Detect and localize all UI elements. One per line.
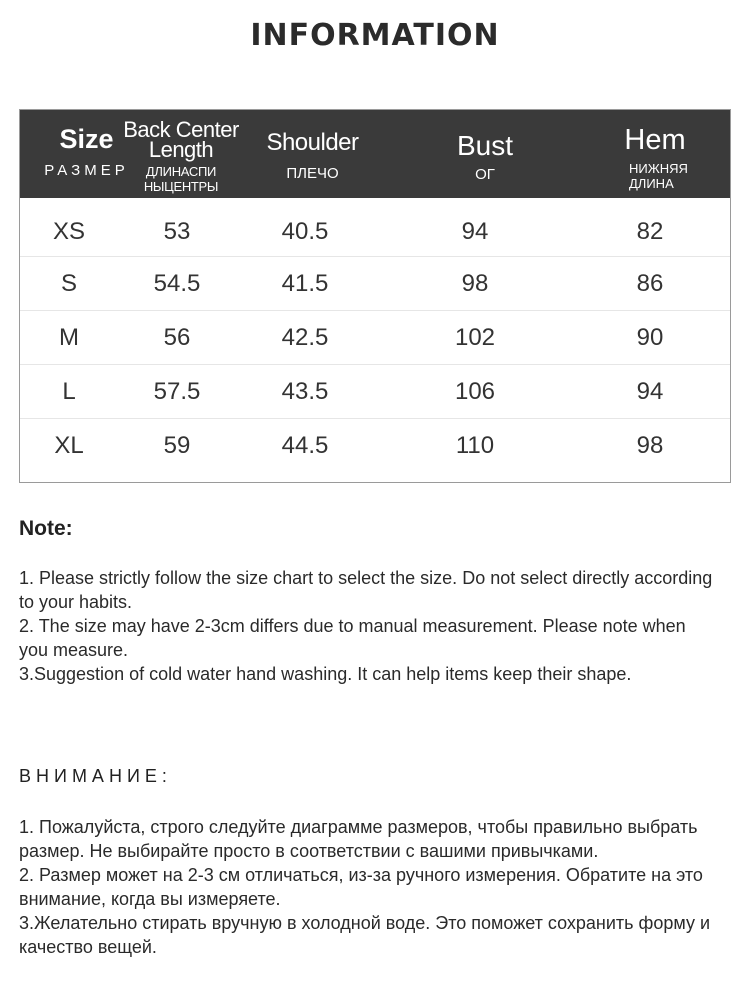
cell-back-center-length: 57.5 [153,378,201,405]
note-item: 1. Please strictly follow the size chart to select the size. Do not select directly according to your habits. [19,568,713,612]
header-back-center-length-label: Back Center Length [123,117,239,162]
header-hem [595,110,715,198]
table-header [20,110,730,198]
header-shoulder-label-ru: ПЛЕЧО [286,165,339,182]
page-title: INFORMATION [250,18,500,53]
attention-body [19,815,719,959]
cell-size: L [62,378,76,405]
cell-back-center-length: 56 [163,324,191,351]
cell-bust: 94 [461,218,489,245]
cell-back-center-length: 54.5 [153,270,201,297]
header-back-center-length [120,110,242,198]
cell-size: XL [54,432,84,459]
header-size-label: Size [59,124,114,154]
cell-hem: 98 [636,432,664,459]
cell-bust: 102 [454,324,496,351]
attention-item: 3.Желательно стирать вручную в холодной воде. Это поможет сохранить форму и качество вещей. [19,913,711,957]
attention-item: 2. Размер может на 2-3 см отличаться, из-за ручного измерения. Обратите на это внимание, когда вы измеряете. [19,865,703,909]
header-shoulder-label: Shoulder [266,129,359,156]
header-bust-label-ru: ОГ [475,166,495,183]
cell-shoulder: 43.5 [281,378,329,405]
cell-size: XS [52,218,85,245]
header-bust [425,110,545,198]
table-row [20,418,730,472]
cell-hem: 94 [636,378,664,405]
note-item: 2. The size may have 2-3cm differs due to manual measurement. Please note when you measure. [19,616,686,660]
table-row [20,256,730,310]
table-body [20,198,730,472]
cell-shoulder: 40.5 [281,218,329,245]
note-item: 3.Suggestion of cold water hand washing. It can help items keep their shape. [19,664,632,684]
cell-size: S [60,270,77,297]
cell-bust: 106 [454,378,496,405]
table-row [20,210,730,256]
note-title: Note: [19,517,73,540]
cell-hem: 82 [636,218,664,245]
cell-hem: 86 [636,270,664,297]
table-row [20,310,730,364]
note-body [19,566,719,686]
table-row [20,364,730,418]
cell-bust: 98 [461,270,489,297]
header-size-label-ru: РАЗМЕР [44,162,129,179]
cell-size: M [59,324,79,351]
size-table [19,109,731,483]
cell-shoulder: 42.5 [281,324,329,351]
header-hem-label-ru: НИЖНЯЯ ДЛИНА [629,161,688,191]
cell-back-center-length: 53 [163,218,191,245]
cell-shoulder: 44.5 [281,432,329,459]
cell-shoulder: 41.5 [281,270,329,297]
header-shoulder [255,110,370,198]
cell-hem: 90 [636,324,664,351]
attention-item: 1. Пожалуйста, строго следуйте диаграмме размеров, чтобы правильно выбрать размер. Не выбирайте просто в соответствии с вашими привычками. [19,817,698,861]
header-bust-label: Bust [456,130,514,161]
cell-back-center-length: 59 [163,432,191,459]
header-back-center-length-label-ru: ДЛИНАСПИ НЫЦЕНТРЫ [143,164,219,194]
header-hem-label: Hem [624,124,686,156]
cell-bust: 110 [455,432,495,459]
attention-title: ВНИМАНИЕ: [19,766,172,786]
